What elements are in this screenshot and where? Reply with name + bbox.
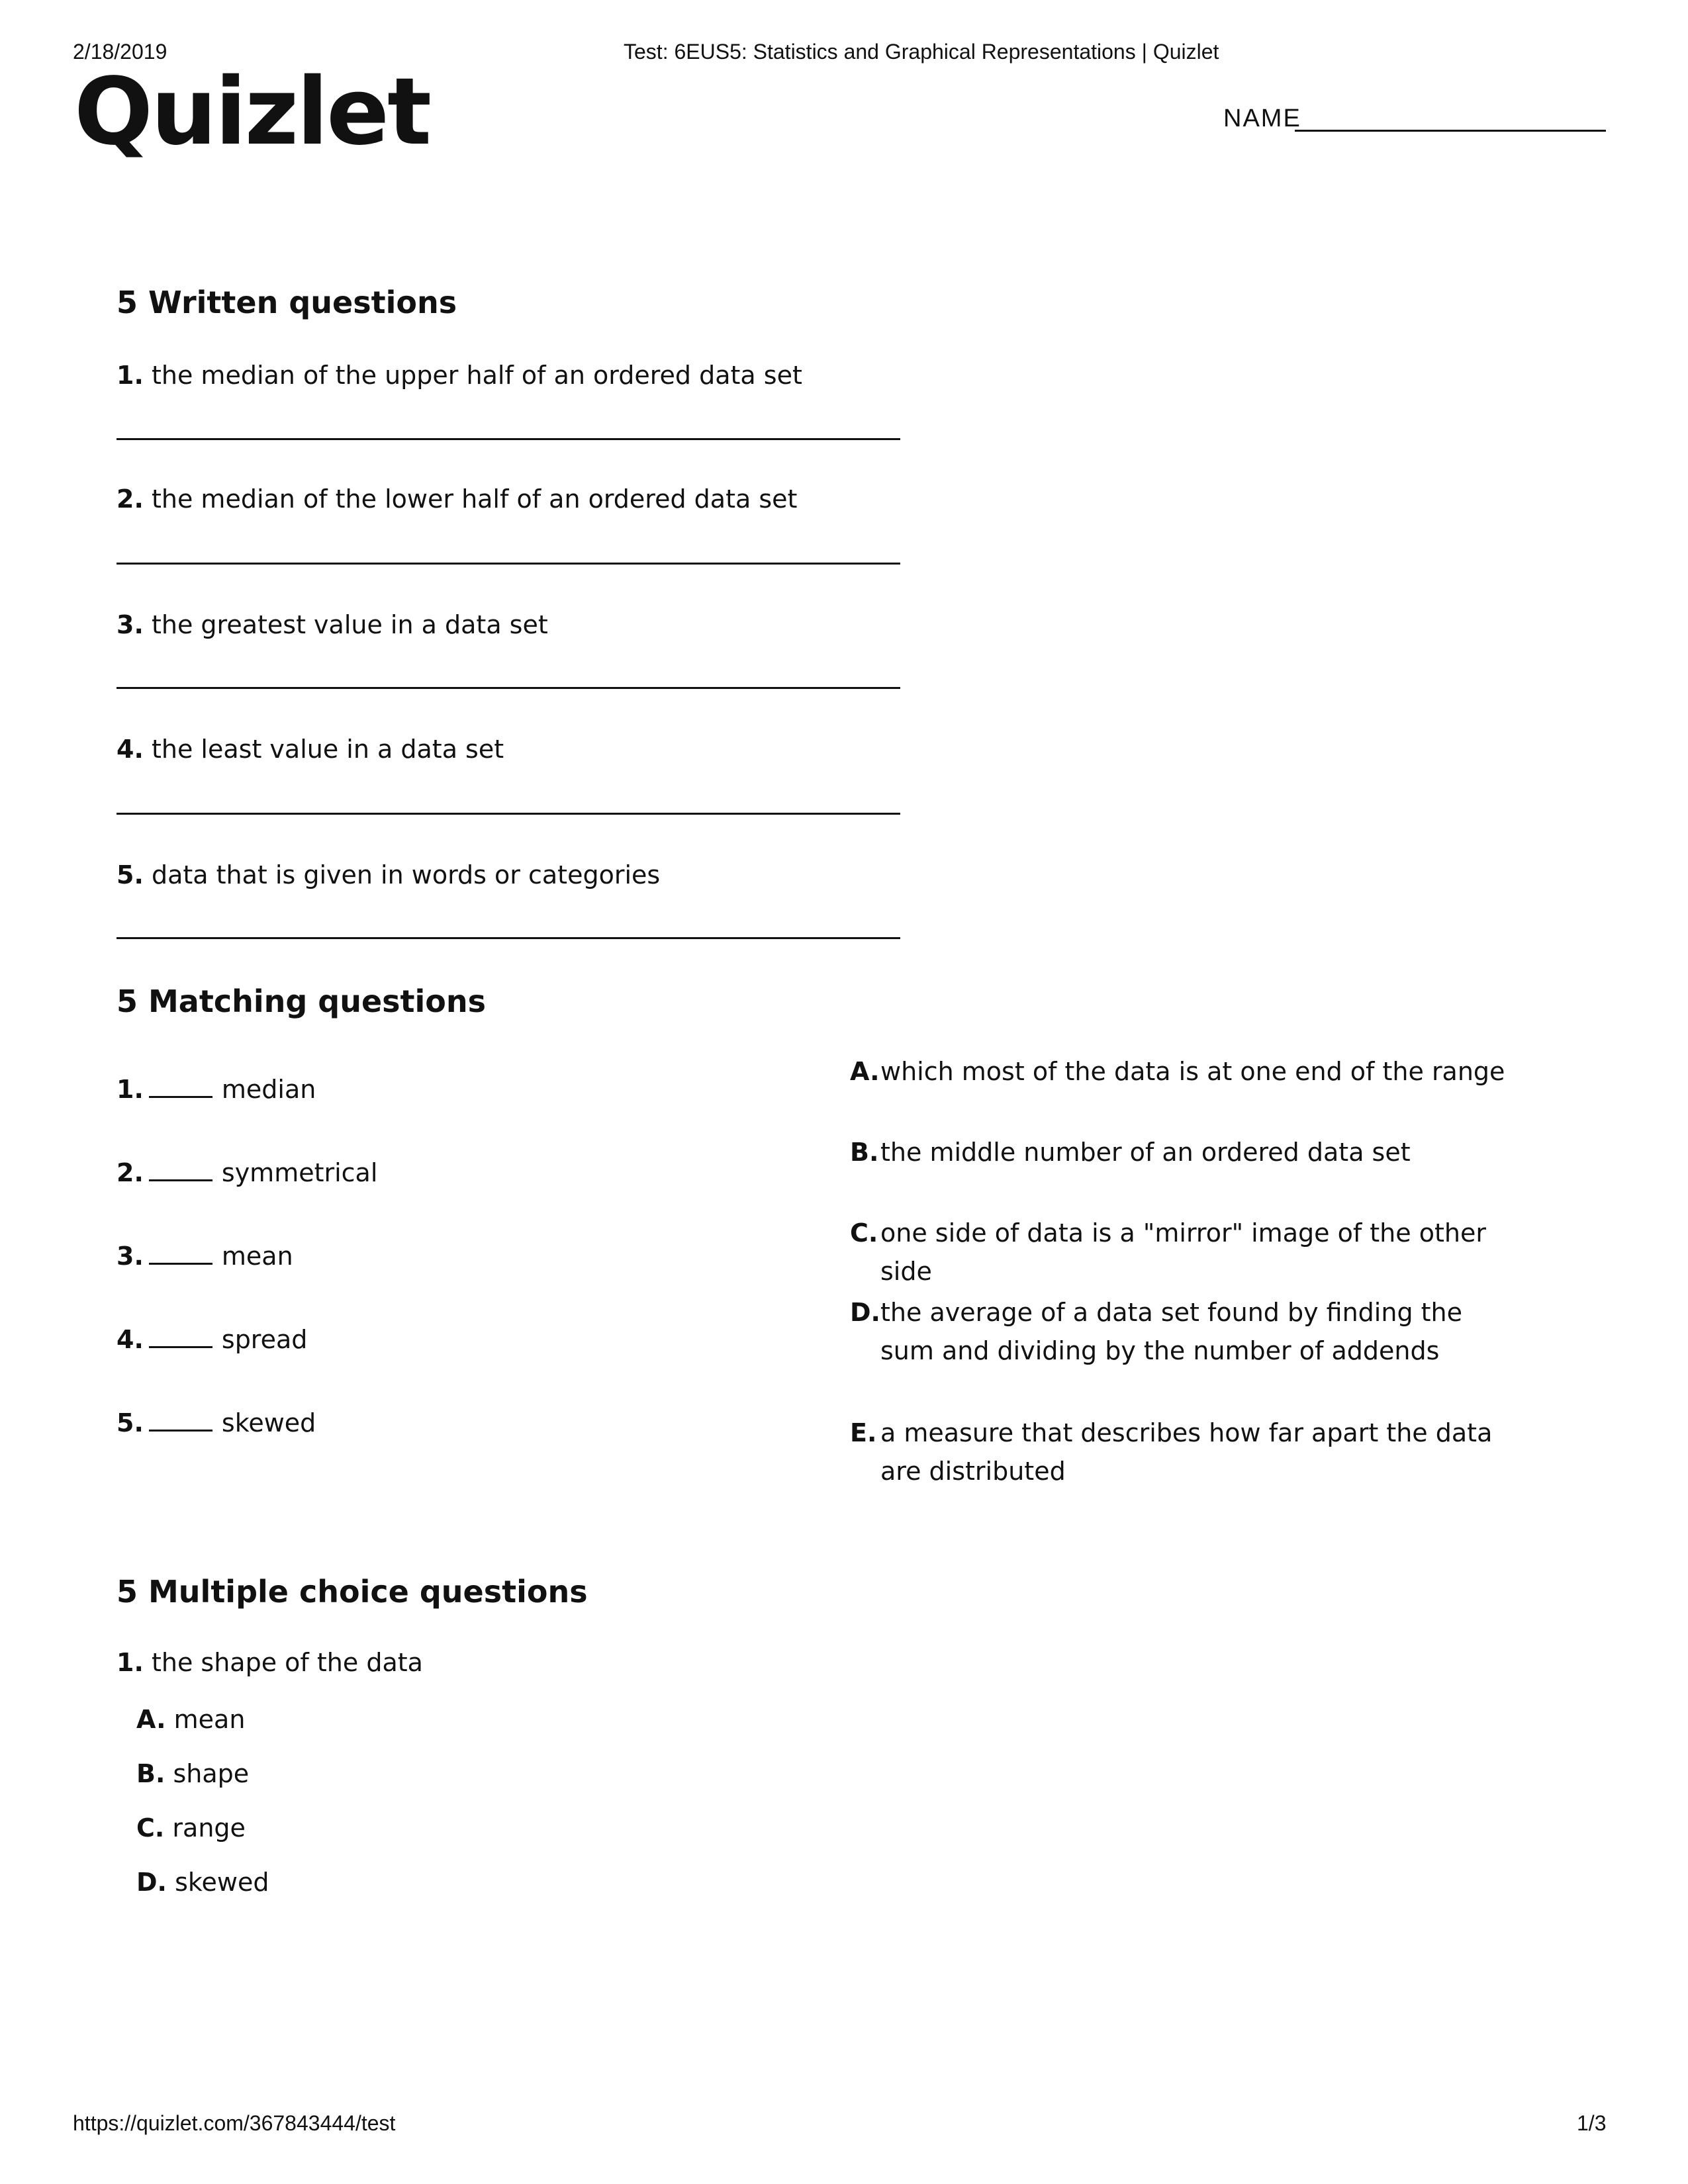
matching-blank[interactable] [149,1412,212,1432]
print-date: 2/18/2019 [73,40,167,64]
written-question: 1. the median of the upper half of an ordered data set [117,361,802,390]
print-title: Test: 6EUS5: Statistics and Graphical Representations | Quizlet [624,40,1219,64]
matching-option: C.one side of data is a "mirror" image of the other side [850,1218,1486,1286]
answer-line[interactable] [117,937,900,939]
matching-option: D.the average of a data set found by finding the sum and dividing by the number of addends [850,1298,1463,1365]
matching-blank[interactable] [149,1079,212,1098]
answer-line[interactable] [117,813,900,815]
multiple-choice-section-title: 5 Multiple choice questions [117,1574,588,1610]
matching-blank[interactable] [149,1162,212,1181]
matching-term: 5. skewed [117,1408,316,1437]
matching-section-title: 5 Matching questions [117,983,487,1019]
multiple-choice-question: 1. the shape of the data [117,1648,423,1677]
matching-option: A.which most of the data is at one end of the range [850,1057,1505,1086]
matching-blank[interactable] [149,1329,212,1348]
page-number: 1/3 [1577,2111,1607,2135]
choice-option[interactable]: D. skewed [136,1868,269,1897]
matching-term: 3. mean [117,1242,293,1271]
quizlet-logo: Quizlet [74,58,430,166]
written-question: 2. the median of the lower half of an ordered data set [117,484,798,514]
answer-line[interactable] [117,563,900,565]
written-question: 5. data that is given in words or categories [117,860,661,889]
written-question: 4. the least value in a data set [117,735,504,764]
matching-term: 1. median [117,1075,316,1104]
matching-term: 2. symmetrical [117,1158,378,1187]
matching-option: B.the middle number of an ordered data set [850,1138,1411,1167]
name-label: NAME [1223,105,1301,132]
answer-line[interactable] [117,438,900,440]
matching-term: 4. spread [117,1325,308,1354]
choice-option[interactable]: A. mean [136,1705,246,1734]
answer-line[interactable] [117,687,900,689]
footer-url: https://quizlet.com/367843444/test [73,2111,396,2135]
matching-option: E. a measure that describes how far apart the data are distributed [850,1418,1493,1486]
choice-option[interactable]: C. range [136,1813,246,1843]
name-line[interactable] [1295,130,1606,132]
written-section-title: 5 Written questions [117,285,457,320]
matching-blank[interactable] [149,1246,212,1265]
choice-option[interactable]: B. shape [136,1759,250,1788]
written-question: 3. the greatest value in a data set [117,610,548,639]
